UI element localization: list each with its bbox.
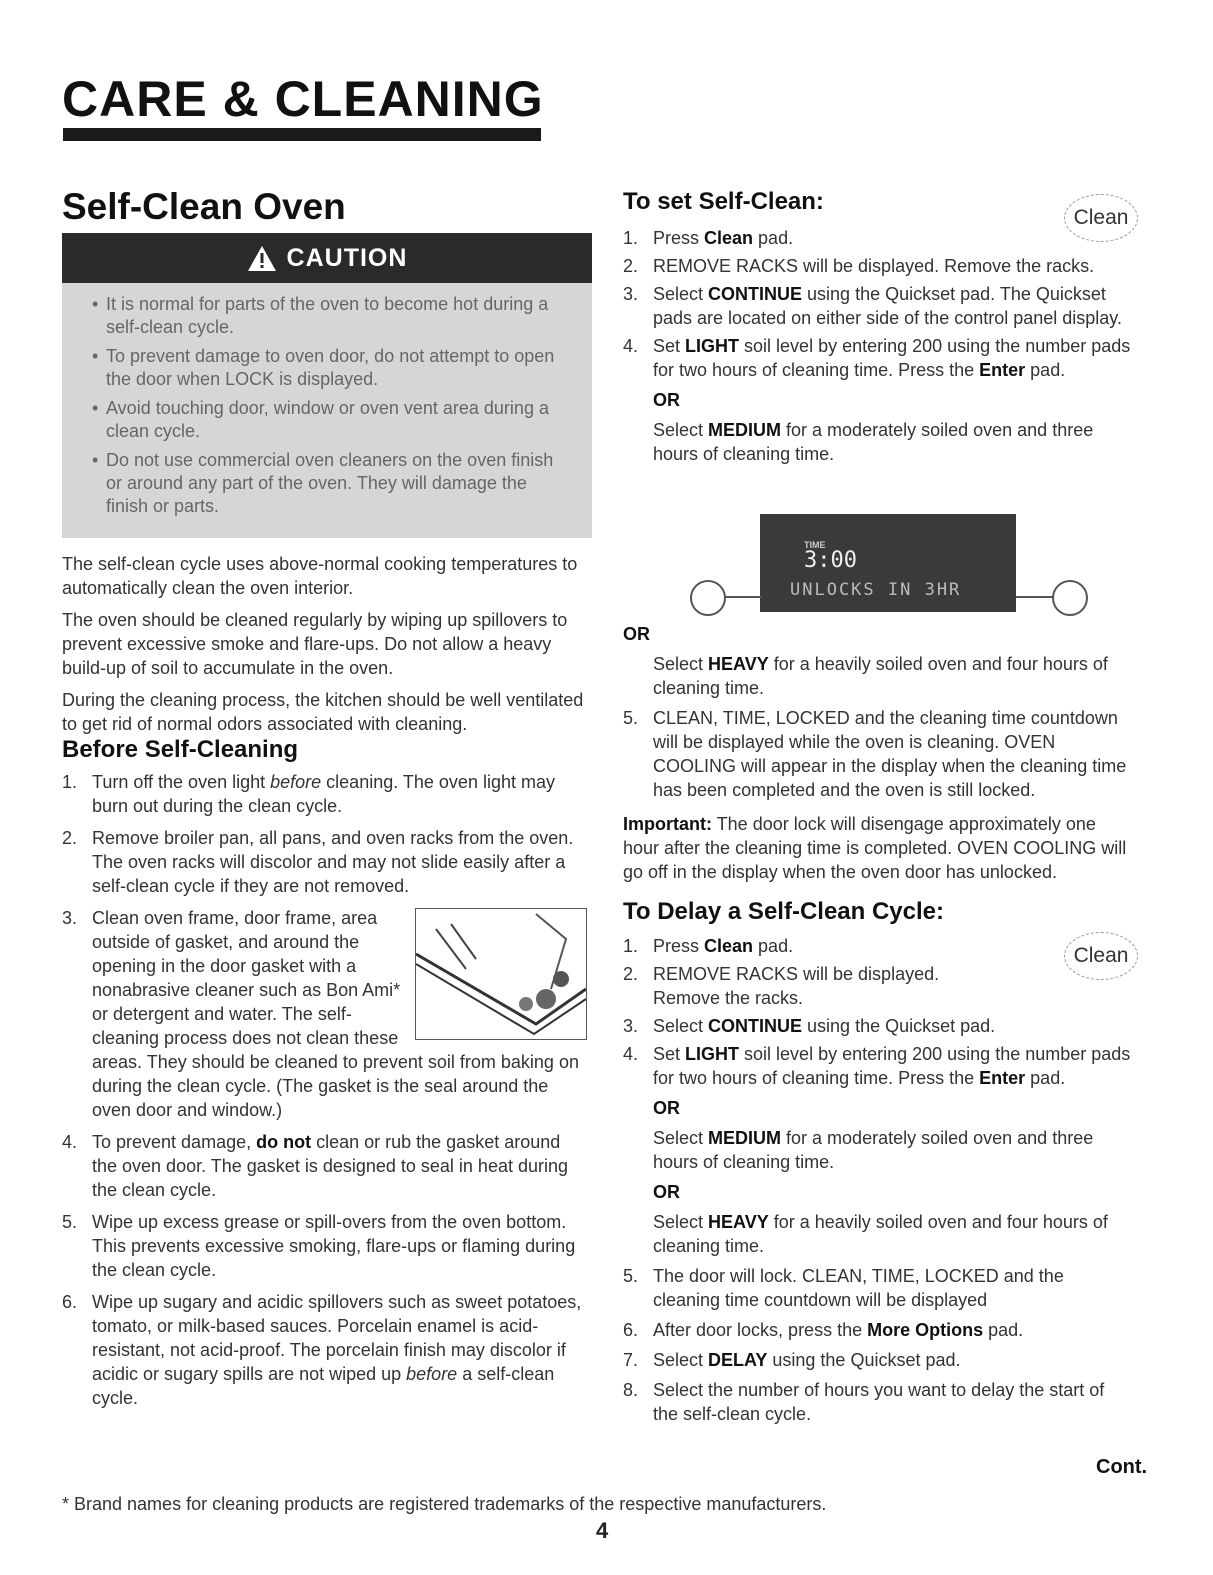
page-title: CARE & CLEANING [62, 71, 544, 127]
display-time: 3:00 [804, 548, 857, 573]
delay-heading: To Delay a Self-Clean Cycle: [623, 898, 944, 925]
caution-item: • Do not use commercial oven cleaners on the oven finish or around any part of the oven. They will damage the finish or parts. [92, 450, 554, 516]
list-item: 2. REMOVE RACKS will be displayed. Remove the racks. [623, 964, 940, 1008]
footnote: * Brand names for cleaning products are registered trademarks of the respective manufacturers. [62, 1494, 827, 1514]
right-quickset-pad [1052, 580, 1088, 616]
list-item: 1. Press Clean pad. [623, 228, 794, 248]
list-item: 1. Press Clean pad. [623, 936, 794, 956]
display-tag: TIME [804, 540, 826, 550]
list-item: 7. Select DELAY using the Quickset pad. [623, 1350, 961, 1370]
before-heading: Before Self-Cleaning [62, 736, 299, 763]
display-message: UNLOCKS IN 3HR [790, 580, 962, 600]
list-item: Select MEDIUM for a moderately soiled oven and three hours of cleaning time. [653, 420, 1094, 464]
or-label: OR [653, 390, 680, 410]
list-item: 3. Clean oven frame, door frame, area outside of gasket, and around the opening in the door gasket with a nonabrasive cleaner such as Bon Ami* or detergent and water. The self-cleaning process does not clean these areas. They should be cleaned to prevent soil from baking on during the clean cycle. (The gasket is the seal around the oven door and window.) [62, 906, 587, 1122]
list-item: 5. CLEAN, TIME, LOCKED and the cleaning time countdown will be displayed while the oven is cleaning. OVEN COOLING will appear in the display when the cleaning time has been completed and the oven is still locked. [623, 708, 1127, 800]
list-item: 3. Select CONTINUE using the Quickset pad. [623, 1016, 996, 1036]
warning-icon [247, 245, 277, 272]
title-rule [63, 128, 541, 141]
paragraph: During the cleaning process, the kitchen should be well ventilated to get rid of normal odors associated with cleaning. [62, 690, 584, 734]
set-self-clean-heading: To set Self-Clean: [623, 188, 824, 215]
list-item: 4. Set LIGHT soil level by entering 200 using the number pads for two hours of cleaning time. Press the Enter pad. [623, 336, 1131, 380]
or-label: OR [653, 1098, 680, 1118]
list-item: 6. After door locks, press the More Options pad. [623, 1320, 1024, 1340]
page-number: 4 [596, 1518, 609, 1543]
list-item: 4. Set LIGHT soil level by entering 200 using the number pads for two hours of cleaning time. Press the Enter pad. [623, 1044, 1131, 1088]
list-item: 2. Remove broiler pan, all pans, and oven racks from the oven. The oven racks will discolor and may not slide easily after a self-clean cycle if they are not removed. [62, 828, 574, 896]
gasket-illustration [415, 908, 587, 1040]
set-steps [623, 226, 1133, 466]
list-item: 5. The door will lock. CLEAN, TIME, LOCKED and the cleaning time countdown will be displayed [623, 1266, 1064, 1310]
left-quickset-pad [690, 580, 726, 616]
list-item: Select HEAVY for a heavily soiled oven and four hours of cleaning time. [653, 654, 1108, 698]
control-display [760, 514, 1016, 612]
important-note: Important: The door lock will disengage approximately one hour after the cleaning time is completed. OVEN COOLING will go off in the display when the oven door has unlocked. [623, 814, 1127, 882]
clean-pad-icon: Clean [1064, 194, 1138, 242]
paragraph: The self-clean cycle uses above-normal cooking temperatures to automatically clean the oven interior. [62, 554, 578, 598]
list-item: Select MEDIUM for a moderately soiled oven and three hours of cleaning time. [653, 1128, 1094, 1172]
self-clean-heading: Self-Clean Oven [62, 186, 346, 227]
list-item: 8. Select the number of hours you want to delay the start of the self-clean cycle. [623, 1380, 1105, 1424]
caution-banner [62, 233, 592, 283]
clean-pad-icon-2: Clean [1064, 932, 1138, 980]
before-steps [62, 770, 587, 1410]
or-label: OR [623, 624, 650, 644]
list-item: Select HEAVY for a heavily soiled oven and four hours of cleaning time. [653, 1212, 1108, 1256]
caution-item: • Avoid touching door, window or oven vent area during a clean cycle. [92, 398, 549, 441]
caution-item: • It is normal for parts of the oven to become hot during a self-clean cycle. [92, 294, 549, 337]
delay-steps [623, 934, 1133, 1426]
set-steps-cont [623, 622, 1133, 802]
list-item: 4. To prevent damage, do not clean or rub the gasket around the oven door. The gasket is designed to seal in heat during the clean cycle. [62, 1132, 568, 1200]
caution-label: CAUTION [286, 243, 408, 272]
list-item: 3. Select CONTINUE using the Quickset pad. The Quickset pads are located on either side of the control panel display. [623, 284, 1122, 328]
caution-box [62, 283, 592, 538]
caution-item: • To prevent damage to oven door, do not attempt to open the door when LOCK is displayed. [92, 346, 555, 389]
intro-paragraphs [62, 552, 592, 736]
list-item: 1. Turn off the oven light before cleaning. The oven light may burn out during the clean cycle. [62, 772, 555, 816]
list-item: 2. REMOVE RACKS will be displayed. Remove the racks. [623, 256, 1095, 276]
list-item: 6. Wipe up sugary and acidic spillovers such as sweet potatoes, tomato, or milk-based sauces. Porcelain enamel is acid-resistant, not acid-proof. The porcelain finish may discolor if acidic or sugary spills are not wiped up before a self-clean cycle. [62, 1292, 582, 1408]
paragraph: The oven should be cleaned regularly by wiping up spillovers to prevent excessive smoke and flare-ups. Do not allow a heavy build-up of soil to accumulate in the oven. [62, 610, 568, 678]
or-label: OR [653, 1182, 680, 1202]
list-item: 5. Wipe up excess grease or spill-overs from the oven bottom. This prevents excessive smoking, flare-ups or flaming during the clean cycle. [62, 1212, 576, 1280]
cont-label: Cont. [1096, 1456, 1148, 1478]
